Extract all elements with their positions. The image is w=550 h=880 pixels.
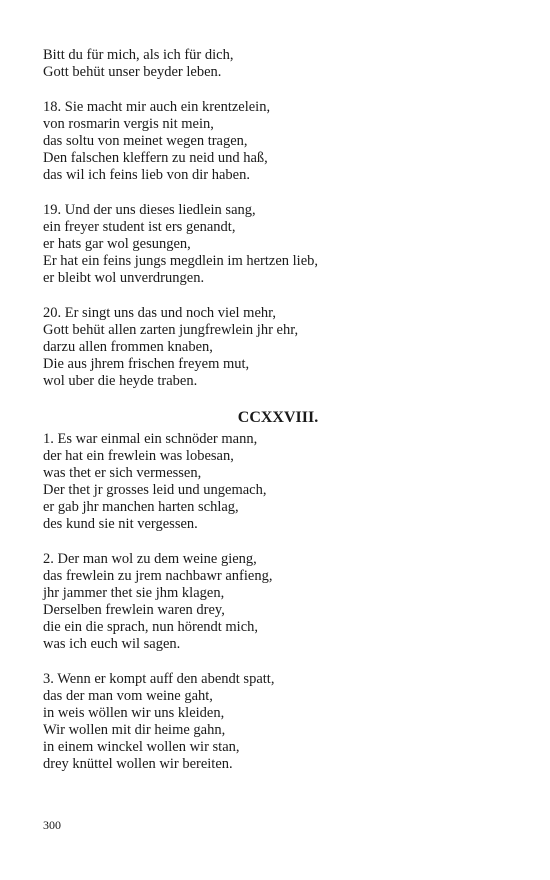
stanza	[43, 431, 513, 533]
verse-line: 19. Und der uns dieses liedlein sang,	[43, 202, 256, 218]
verse-line: das soltu von meinet wegen tragen,	[43, 133, 248, 149]
stanza	[43, 305, 513, 390]
verse-line: Derselben frewlein waren drey,	[43, 602, 225, 618]
verse-line: Bitt du für mich, als ich für dich,	[43, 47, 234, 63]
verse-line: 20. Er singt uns das und noch viel mehr,	[43, 305, 276, 321]
verse-line: der hat ein frewlein was lobesan,	[43, 448, 234, 464]
verse-line: jhr jammer thet sie jhm klagen,	[43, 585, 225, 601]
stanza	[43, 99, 513, 184]
verse-line: er hats gar wol gesungen,	[43, 236, 191, 252]
verse-line: in einem winckel wollen wir stan,	[43, 739, 240, 755]
verse-line: Gott behüt unser beyder leben.	[43, 64, 222, 80]
verse-line: von rosmarin vergis nit mein,	[43, 116, 214, 132]
stanza	[43, 551, 513, 653]
verse-line: das der man vom weine gaht,	[43, 688, 213, 704]
verse-line: die ein die sprach, nun hörendt mich,	[43, 619, 259, 635]
verse-line: das wil ich feins lieb von dir haben.	[43, 167, 250, 183]
verse-line: Die aus jhrem frischen freyem mut,	[43, 356, 250, 372]
verse-line: Er hat ein feins jungs megdlein im hertzen lieb,	[43, 253, 319, 269]
verse-line: was thet er sich vermessen,	[43, 465, 202, 481]
verse-line: Den falschen kleffern zu neid und haß,	[43, 150, 268, 166]
verse-line: drey knüttel wollen wir bereiten.	[43, 756, 233, 772]
verse-line: er bleibt wol unverdrungen.	[43, 270, 205, 286]
new-song	[43, 431, 513, 773]
continued-song	[43, 47, 513, 390]
verse-line: des kund sie nit vergessen.	[43, 516, 198, 532]
verse-line: in weis wöllen wir uns kleiden,	[43, 705, 225, 721]
verse-line: Wir wollen mit dir heime gahn,	[43, 722, 226, 738]
section-heading: CCXXVIII.	[237, 409, 319, 426]
verse-line: wol uber die heyde traben.	[43, 373, 198, 389]
page-number: 300	[43, 818, 61, 832]
verse-line: das frewlein zu jrem nachbawr anfieng,	[43, 568, 273, 584]
verse-line: er gab jhr manchen harten schlag,	[43, 499, 239, 515]
stanza	[43, 47, 513, 81]
verse-line: darzu allen frommen knaben,	[43, 339, 213, 355]
verse-line: was ich euch wil sagen.	[43, 636, 181, 652]
page-body	[43, 47, 513, 791]
verse-line: 3. Wenn er kompt auff den abendt spatt,	[43, 671, 275, 687]
verse-line: 2. Der man wol zu dem weine gieng,	[43, 551, 257, 567]
verse-line: ein freyer student ist ers genandt,	[43, 219, 236, 235]
verse-line: Der thet jr grosses leid und ungemach,	[43, 482, 267, 498]
verse-line: 18. Sie macht mir auch ein krentzelein,	[43, 99, 271, 115]
stanza	[43, 671, 513, 773]
verse-line: 1. Es war einmal ein schnöder mann,	[43, 431, 258, 447]
verse-line: Gott behüt allen zarten jungfrewlein jhr ehr,	[43, 322, 299, 338]
stanza	[43, 202, 513, 287]
